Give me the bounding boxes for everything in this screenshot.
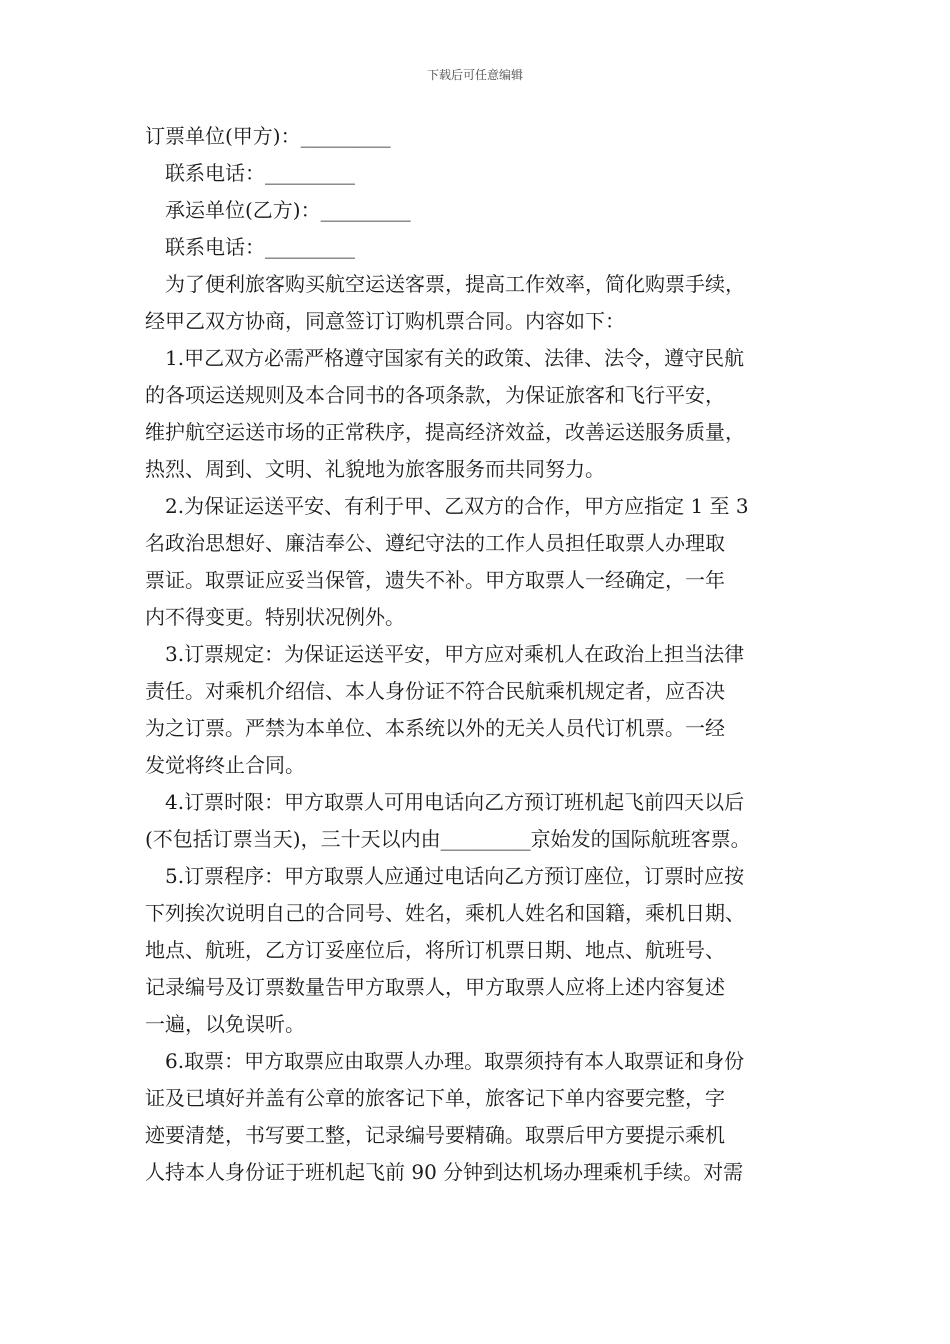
clause-6 bbox=[145, 1043, 825, 1191]
carrier-party-field: 承运单位(乙方)：_________ bbox=[165, 198, 411, 222]
paragraph-line: 迹要清楚，书写要工整，记录编号要精确。取票后甲方要提示乘机 bbox=[145, 1123, 725, 1147]
paragraph-line: 票证。取票证应妥当保管，遗失不补。甲方取票人一经确定，一年 bbox=[145, 568, 725, 592]
paragraph-line: 3.订票规定：为保证运送平安，甲方应对乘机人在政治上担当法律 bbox=[165, 642, 745, 666]
clause-4 bbox=[145, 784, 825, 858]
paragraph-line: 一遍，以免误听。 bbox=[145, 1012, 305, 1036]
clause-1 bbox=[145, 340, 825, 488]
paragraph-line: 发觉将终止合同。 bbox=[145, 753, 305, 777]
paragraph-line: 证及已填好并盖有公章的旅客记下单，旅客记下单内容要完整，字 bbox=[145, 1086, 725, 1110]
paragraph-line: 1.甲乙双方必需严格遵守国家有关的政策、法律、法令，遵守民航 bbox=[165, 346, 745, 370]
paragraph-line: 为之订票。严禁为本单位、本系统以外的无关人员代订机票。一经 bbox=[145, 716, 725, 740]
paragraph-line: 热烈、周到、文明、礼貌地为旅客服务而共同努力。 bbox=[145, 457, 605, 481]
page-header-note: 下载后可任意编辑 bbox=[426, 68, 523, 82]
booking-party-field: 订票单位(甲方)：_________ bbox=[145, 124, 391, 148]
paragraph-line: 地点、航班，乙方订妥座位后，将所订机票日期、地点、航班号、 bbox=[145, 938, 725, 962]
paragraph-line: 5.订票程序：甲方取票人应通过电话向乙方预订座位，订票时应按 bbox=[165, 864, 745, 888]
paragraph-line: 为了便利旅客购买航空运送客票，提高工作效率，简化购票手续， bbox=[165, 272, 745, 296]
paragraph-line: 人持本人身份证于班机起飞前 90 分钟到达机场办理乘机手续。对需 bbox=[145, 1160, 744, 1184]
contract-body bbox=[145, 118, 825, 1191]
paragraph-line: 4.订票时限：甲方取票人可用电话向乙方预订班机起飞前四天以后 bbox=[165, 790, 745, 814]
paragraph-line: 6.取票：甲方取票应由取票人办理。取票须持有本人取票证和身份 bbox=[165, 1049, 745, 1073]
paragraph-line: (不包括订票当天)，三十天以内由_________京始发的国际航班客票。 bbox=[145, 827, 751, 851]
paragraph-line: 的各项运送规则及本合同书的各项条款，为保证旅客和飞行平安， bbox=[145, 383, 725, 407]
paragraph-line: 记录编号及订票数量告甲方取票人，甲方取票人应将上述内容复述 bbox=[145, 975, 725, 999]
paragraph-line: 责任。对乘机介绍信、本人身份证不符合民航乘机规定者，应否决 bbox=[145, 679, 725, 703]
carrier-party-phone-field: 联系电话：_________ bbox=[165, 235, 355, 259]
intro-paragraph bbox=[145, 266, 825, 340]
paragraph-line: 经甲乙双方协商，同意签订订购机票合同。内容如下： bbox=[145, 309, 625, 333]
paragraph-line: 内不得变更。特别状况例外。 bbox=[145, 605, 405, 629]
paragraph-line: 名政治思想好、廉洁奉公、遵纪守法的工作人员担任取票人办理取 bbox=[145, 531, 725, 555]
clause-3 bbox=[145, 636, 825, 784]
booking-party-phone-field: 联系电话：_________ bbox=[165, 161, 355, 185]
clause-5 bbox=[145, 858, 825, 1043]
paragraph-line: 维护航空运送市场的正常秩序，提高经济效益，改善运送服务质量， bbox=[145, 420, 745, 444]
paragraph-line: 下列挨次说明自己的合同号、姓名，乘机人姓名和国籍，乘机日期、 bbox=[145, 901, 745, 925]
paragraph-line: 2.为保证运送平安、有利于甲、乙双方的合作，甲方应指定 1 至 3 bbox=[165, 494, 749, 518]
clause-2 bbox=[145, 488, 825, 636]
